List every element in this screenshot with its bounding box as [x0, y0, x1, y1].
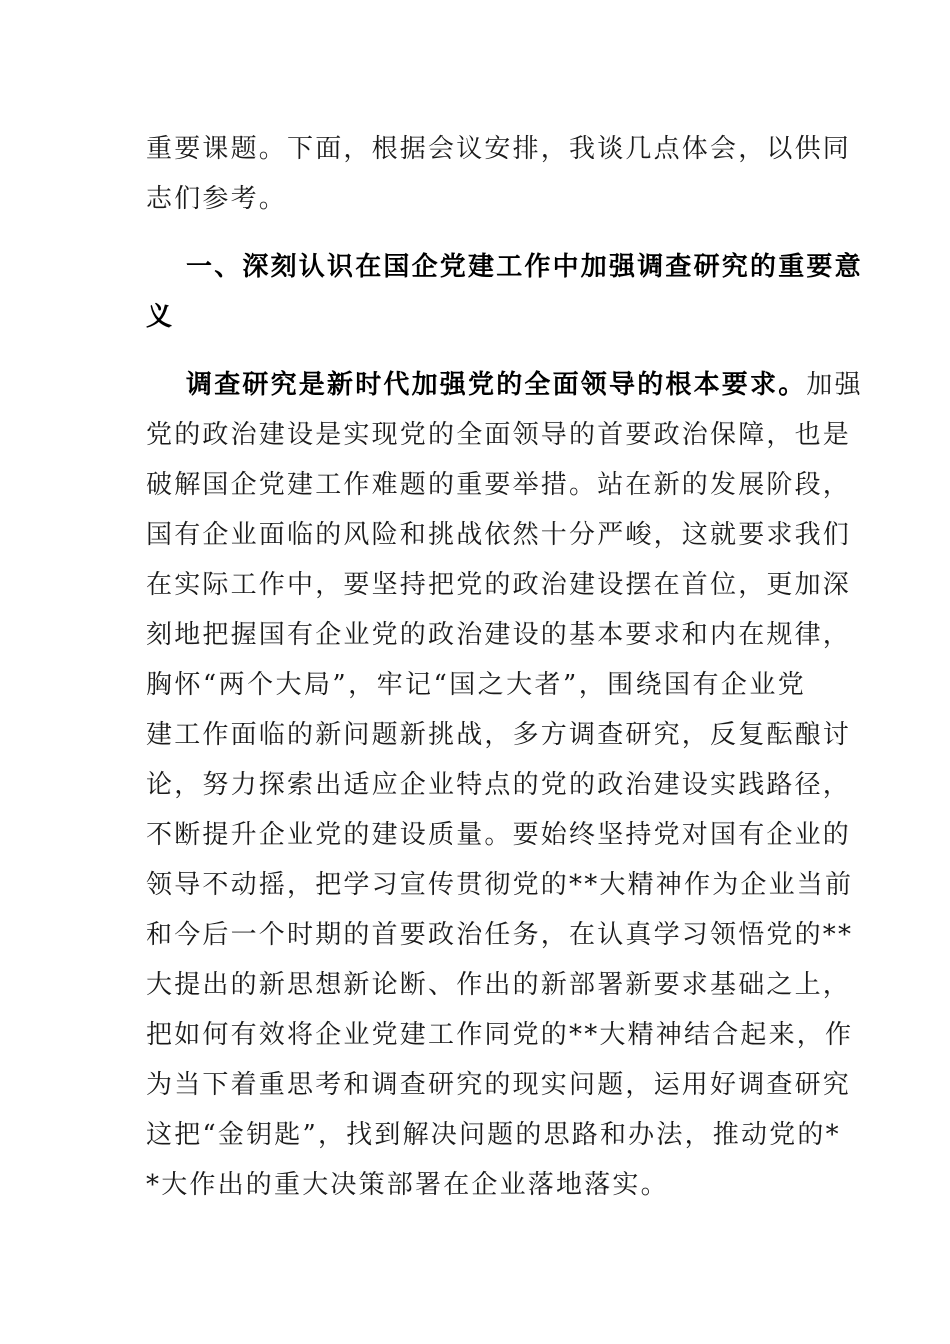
paragraph-lead-line	[186, 364, 863, 414]
paragraph-line: 刻地把握国有企业党的政治建设的基本要求和内在规律，	[146, 620, 852, 650]
paragraph-line: 为当下着重思考和调查研究的现实问题，运用好调查研究	[146, 1070, 852, 1100]
paragraph-line: 领导不动摇，把学习宣传贯彻党的**大精神作为企业当前	[146, 870, 854, 900]
paragraph-line: 国有企业面临的风险和挑战依然十分严峻，这就要求我们	[146, 520, 852, 550]
paragraph-line: 建工作面临的新问题新挑战，多方调查研究，反复酝酿讨	[146, 720, 852, 750]
paragraph-line: 把如何有效将企业党建工作同党的**大精神结合起来，作	[146, 1020, 854, 1050]
paragraph-line: 破解国企党建工作难题的重要举措。站在新的发展阶段，	[146, 470, 852, 500]
text-line-2: 志们参考。	[146, 184, 288, 214]
paragraph-line: 大提出的新思想新论断、作出的新部署新要求基础之上，	[146, 970, 852, 1000]
paragraph-line: 这把“金钥匙”，找到解决问题的思路和办法，推动党的*	[146, 1120, 841, 1150]
text-line-1: 重要课题。下面，根据会议安排，我谈几点体会，以供同	[146, 134, 852, 164]
paragraph-line: 论，努力探索出适应企业特点的党的政治建设实践路径，	[146, 770, 852, 800]
paragraph-line: 党的政治建设是实现党的全面领导的首要政治保障，也是	[146, 420, 852, 450]
paragraph-line: 胸怀“两个大局”，牢记“国之大者”，围绕国有企业党	[146, 670, 806, 700]
paragraph-line: 不断提升企业党的建设质量。要始终坚持党对国有企业的	[146, 820, 852, 850]
section-heading-line-2: 义	[146, 302, 175, 332]
paragraph-line: 和今后一个时期的首要政治任务，在认真学习领悟党的**	[146, 920, 854, 950]
paragraph-lead-rest: 加强	[806, 370, 863, 400]
paragraph-line: 在实际工作中，要坚持把党的政治建设摆在首位，更加深	[146, 570, 852, 600]
section-heading-line-1: 一、深刻认识在国企党建工作中加强调查研究的重要意	[186, 252, 863, 282]
paragraph-lead-bold: 调查研究是新时代加强党的全面领导的根本要求。	[186, 370, 807, 400]
paragraph-line-last: *大作出的重大决策部署在企业落地落实。	[146, 1170, 669, 1200]
